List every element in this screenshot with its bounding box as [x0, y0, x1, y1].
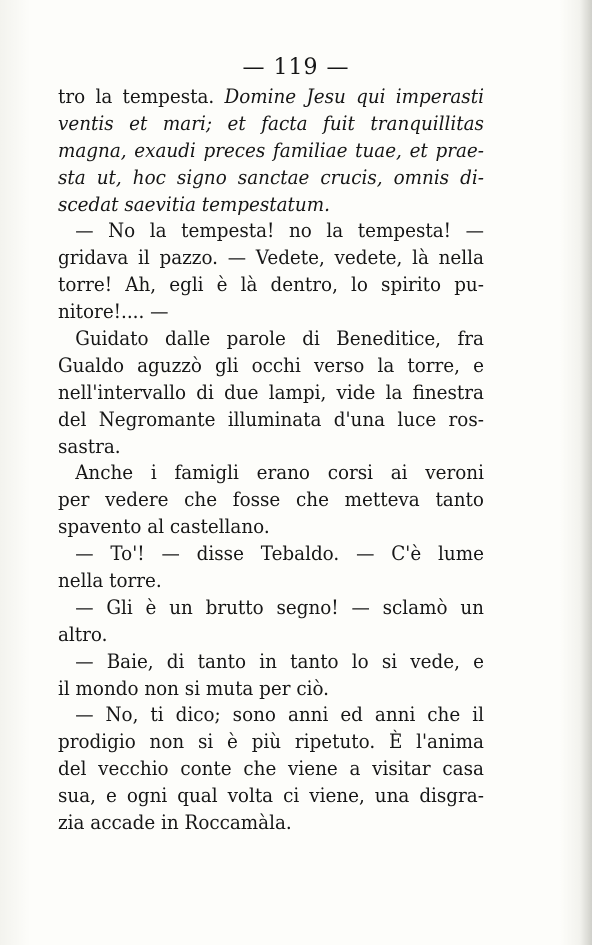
- text-line: il mondo non si muta per ciò.: [58, 676, 329, 700]
- text-line: Guidato dalle parole di Beneditice, fra: [75, 327, 484, 351]
- text-line: ventis et mari; et facta fuit tranquillitas: [58, 111, 484, 135]
- text-line: gridava il pazzo. — Vedete, vedete, là nella: [58, 246, 484, 270]
- text-line: — To'! — disse Tebaldo. — C'è lume: [75, 542, 484, 566]
- text-line: del Negromante illuminata d'una luce ros-: [58, 407, 484, 431]
- text-line-part: tro la tempesta.: [58, 85, 215, 108]
- text-line: spavento al castellano.: [58, 515, 270, 539]
- text-line: — Baie, di tanto in tanto lo si vede, e: [75, 649, 484, 673]
- text-line: sastra.: [58, 434, 121, 458]
- page-edge-shadow: [580, 0, 592, 945]
- text-line: del vecchio conte che viene a visitar casa: [58, 757, 484, 781]
- text-line: prodigio non si è più ripetuto. È l'anima: [58, 730, 484, 754]
- text-line: altro.: [58, 622, 108, 646]
- text-line: per vedere che fosse che metteva tanto: [58, 488, 484, 512]
- text-line: nitore!.... —: [58, 300, 169, 324]
- text-line-part: Domine Jesu qui imperasti: [214, 85, 484, 108]
- text-line: [58, 84, 484, 111]
- text-line: Anche i famigli erano corsi ai veroni: [75, 461, 484, 485]
- text-line: nella torre.: [58, 569, 162, 593]
- text-line: nell'intervallo di due lampi, vide la finestra: [58, 380, 484, 404]
- text-line: sta ut, hoc signo sanctae crucis, omnis di-: [58, 165, 484, 189]
- text-line: — No, ti dico; sono anni ed anni che il: [75, 703, 484, 727]
- text-line: scedat saevitia tempestatum.: [58, 192, 330, 216]
- text-line: — Gli è un brutto segno! — sclamò un: [75, 595, 484, 619]
- text-line: magna, exaudi preces familiae tuae, et prae-: [58, 138, 484, 162]
- text-line: Gualdo aguzzò gli occhi verso la torre, e: [58, 353, 484, 377]
- text-line: torre! Ah, egli è là dentro, lo spirito pu-: [58, 273, 484, 297]
- text-line: zia accade in Roccamàla.: [58, 811, 292, 835]
- body-text: [58, 84, 484, 837]
- text-line: sua, e ogni qual volta ci viene, una disgra-: [58, 784, 484, 808]
- text-line: — No la tempesta! no la tempesta! —: [75, 219, 484, 243]
- page-number: — 119 —: [242, 55, 350, 80]
